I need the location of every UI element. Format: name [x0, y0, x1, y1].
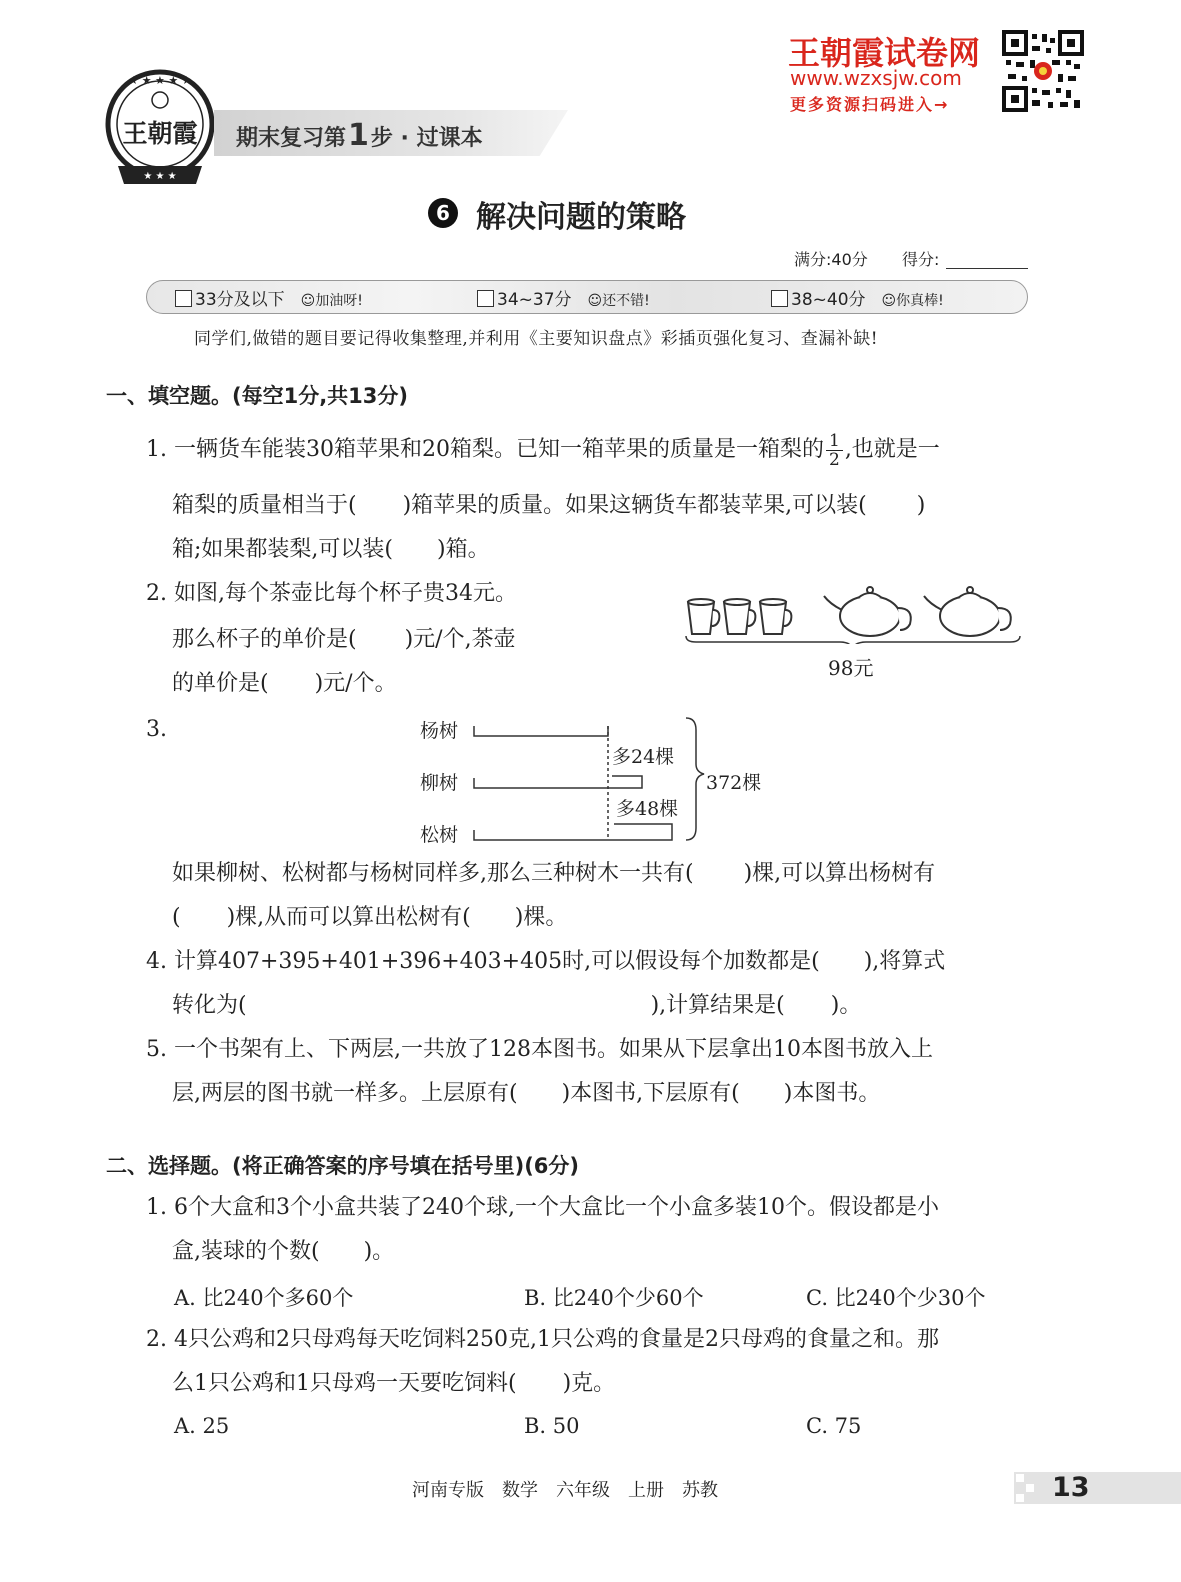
- cup-icon: [760, 599, 791, 634]
- s1-q4-line2: 转化为( ),计算结果是( )。: [172, 993, 862, 1018]
- s1-q2-line2: 那么杯子的单价是( )元/个,茶壶: [172, 627, 516, 652]
- site-url[interactable]: www.wzxsjw.com: [790, 66, 962, 90]
- checkbox-icon[interactable]: [175, 290, 192, 307]
- s2-q1-option-b[interactable]: B. 比240个少60个: [524, 1286, 704, 1310]
- s2-q1-line2: 盒,装球的个数( )。: [172, 1239, 395, 1264]
- s1-q5-line2: 层,两层的图书就一样多。上层原有( )本图书,下层原有( )本图书。: [172, 1081, 881, 1106]
- s1-q3-line2: ( )棵,从而可以算出松树有( )棵。: [172, 905, 568, 930]
- encourage-text: ☺加油呀!: [300, 293, 363, 309]
- step-prefix: 期末复习第: [236, 126, 347, 151]
- s1-q5-line1: 5. 一个书架有上、下两层,一共放了128本图书。如果从下层拿出10本图书放入上: [146, 1037, 933, 1062]
- site-name: 王朝霞试卷网: [788, 34, 981, 72]
- diff-48-label: 多48棵: [616, 798, 679, 820]
- s1-q3-line1: 如果柳树、松树都与杨树同样多,那么三种树木一共有( )棵,可以算出杨树有: [172, 861, 936, 886]
- total-label: 372棵: [706, 772, 762, 794]
- score-input-line[interactable]: [946, 268, 1028, 269]
- svg-text:★ ★ ★ ★ ★: ★ ★ ★ ★ ★: [128, 74, 192, 87]
- s2-q2-line2: 么1只公鸡和1只母鸡一天要吃饲料( )克。: [172, 1371, 616, 1396]
- segment-lines: [416, 712, 776, 846]
- s1-q1-line1: 1. 一辆货车能装30箱苹果和20箱梨。已知一箱苹果的质量是一箱梨的 $\frac{1}{2}$ ,也就是一: [146, 430, 940, 470]
- encourage-text: ☺还不错!: [587, 293, 650, 309]
- score-range: 34~37分: [497, 290, 572, 310]
- s1-q1-line2: 箱梨的质量相当于( )箱苹果的质量。如果这辆货车都装苹果,可以装( ): [172, 493, 926, 518]
- s2-q1-option-a[interactable]: A. 比240个多60个: [174, 1286, 354, 1310]
- score-level-low[interactable]: [175, 285, 363, 310]
- label-willow: 柳树: [420, 772, 459, 794]
- step-suffix: 步 · 过课本: [370, 126, 483, 151]
- brand-logo: [104, 66, 216, 190]
- s1-q1-line3: 箱;如果都装梨,可以装( )箱。: [172, 537, 490, 562]
- teapot-icon: [924, 587, 1011, 636]
- logo-text: 王朝霞: [122, 119, 198, 148]
- s2-q2-option-a[interactable]: A. 25: [174, 1414, 230, 1438]
- s1-q2-line1: 2. 如图,每个茶壶比每个杯子贵34元。: [146, 581, 517, 606]
- smiley-icon: ☺: [587, 293, 603, 309]
- full-score: 满分:40分: [794, 250, 868, 269]
- s2-q1-line1: 1. 6个大盒和3个小盒共装了240个球,一个大盒比一个小盒多装10个。假设都是小: [146, 1195, 939, 1220]
- title-number-badge: 6: [428, 198, 458, 228]
- checkbox-icon[interactable]: [771, 290, 788, 307]
- checkbox-icon[interactable]: [477, 290, 494, 307]
- smiley-icon: ☺: [881, 293, 897, 309]
- svg-text:★ ★ ★: ★ ★ ★: [143, 171, 177, 182]
- s2-q2-line1: 2. 4只公鸡和2只母鸡每天吃饲料250克,1只公鸡的食量是2只母鸡的食量之和。那: [146, 1327, 939, 1352]
- section1-heading: 一、填空题。(每空1分,共13分): [106, 384, 409, 408]
- s1-q2-line3: 的单价是( )元/个。: [172, 671, 397, 696]
- notice-text: 同学们,做错的题目要记得收集整理,并利用《主要知识盘点》彩插页强化复习、查漏补缺!: [194, 329, 879, 349]
- encourage-text: ☺你真棒!: [881, 293, 944, 309]
- score-level-bar: [146, 280, 1028, 314]
- tree-line-diagram: [416, 712, 776, 846]
- page-title: 解决问题的策略: [476, 200, 686, 235]
- step-number: 1: [348, 118, 369, 153]
- fraction-one-half: $\frac{1}{2}$: [826, 432, 843, 469]
- section2-heading: 二、选择题。(将正确答案的序号填在括号里)(6分): [106, 1154, 580, 1178]
- s2-q2-option-c[interactable]: C. 75: [806, 1414, 862, 1438]
- score-level-high[interactable]: [771, 285, 944, 310]
- score-level-mid[interactable]: [477, 285, 650, 310]
- score-range: 38~40分: [791, 290, 866, 310]
- smiley-icon: ☺: [300, 293, 316, 309]
- site-cta: 更多资源扫码进入→: [790, 95, 950, 114]
- footer-deco-squares: [1016, 1474, 1046, 1502]
- score-label: 得分:: [902, 250, 940, 269]
- label-pine: 松树: [420, 824, 459, 846]
- teapot-icon: [824, 587, 911, 636]
- footer-info: 河南专版 数学 六年级 上册 苏教: [412, 1480, 718, 1501]
- cup-icon: [724, 599, 755, 634]
- qr-code-icon[interactable]: [1002, 30, 1084, 112]
- s1-q3-number: 3.: [146, 717, 167, 742]
- page-number: 13: [1052, 1472, 1090, 1503]
- s2-q1-option-c[interactable]: C. 比240个少30个: [806, 1286, 986, 1310]
- label-poplar: 杨树: [420, 720, 459, 742]
- step-label: [236, 118, 483, 153]
- s1-q4-line1: 4. 计算407+395+401+396+403+405时,可以假设每个加数都是( ),将算式: [146, 949, 946, 974]
- s2-q2-option-b[interactable]: B. 50: [524, 1414, 580, 1438]
- cup-icon: [688, 599, 719, 634]
- diff-24-label: 多24棵: [612, 746, 675, 768]
- figure-total-label: 98元: [828, 656, 874, 680]
- score-range: 33分及以下: [195, 290, 285, 310]
